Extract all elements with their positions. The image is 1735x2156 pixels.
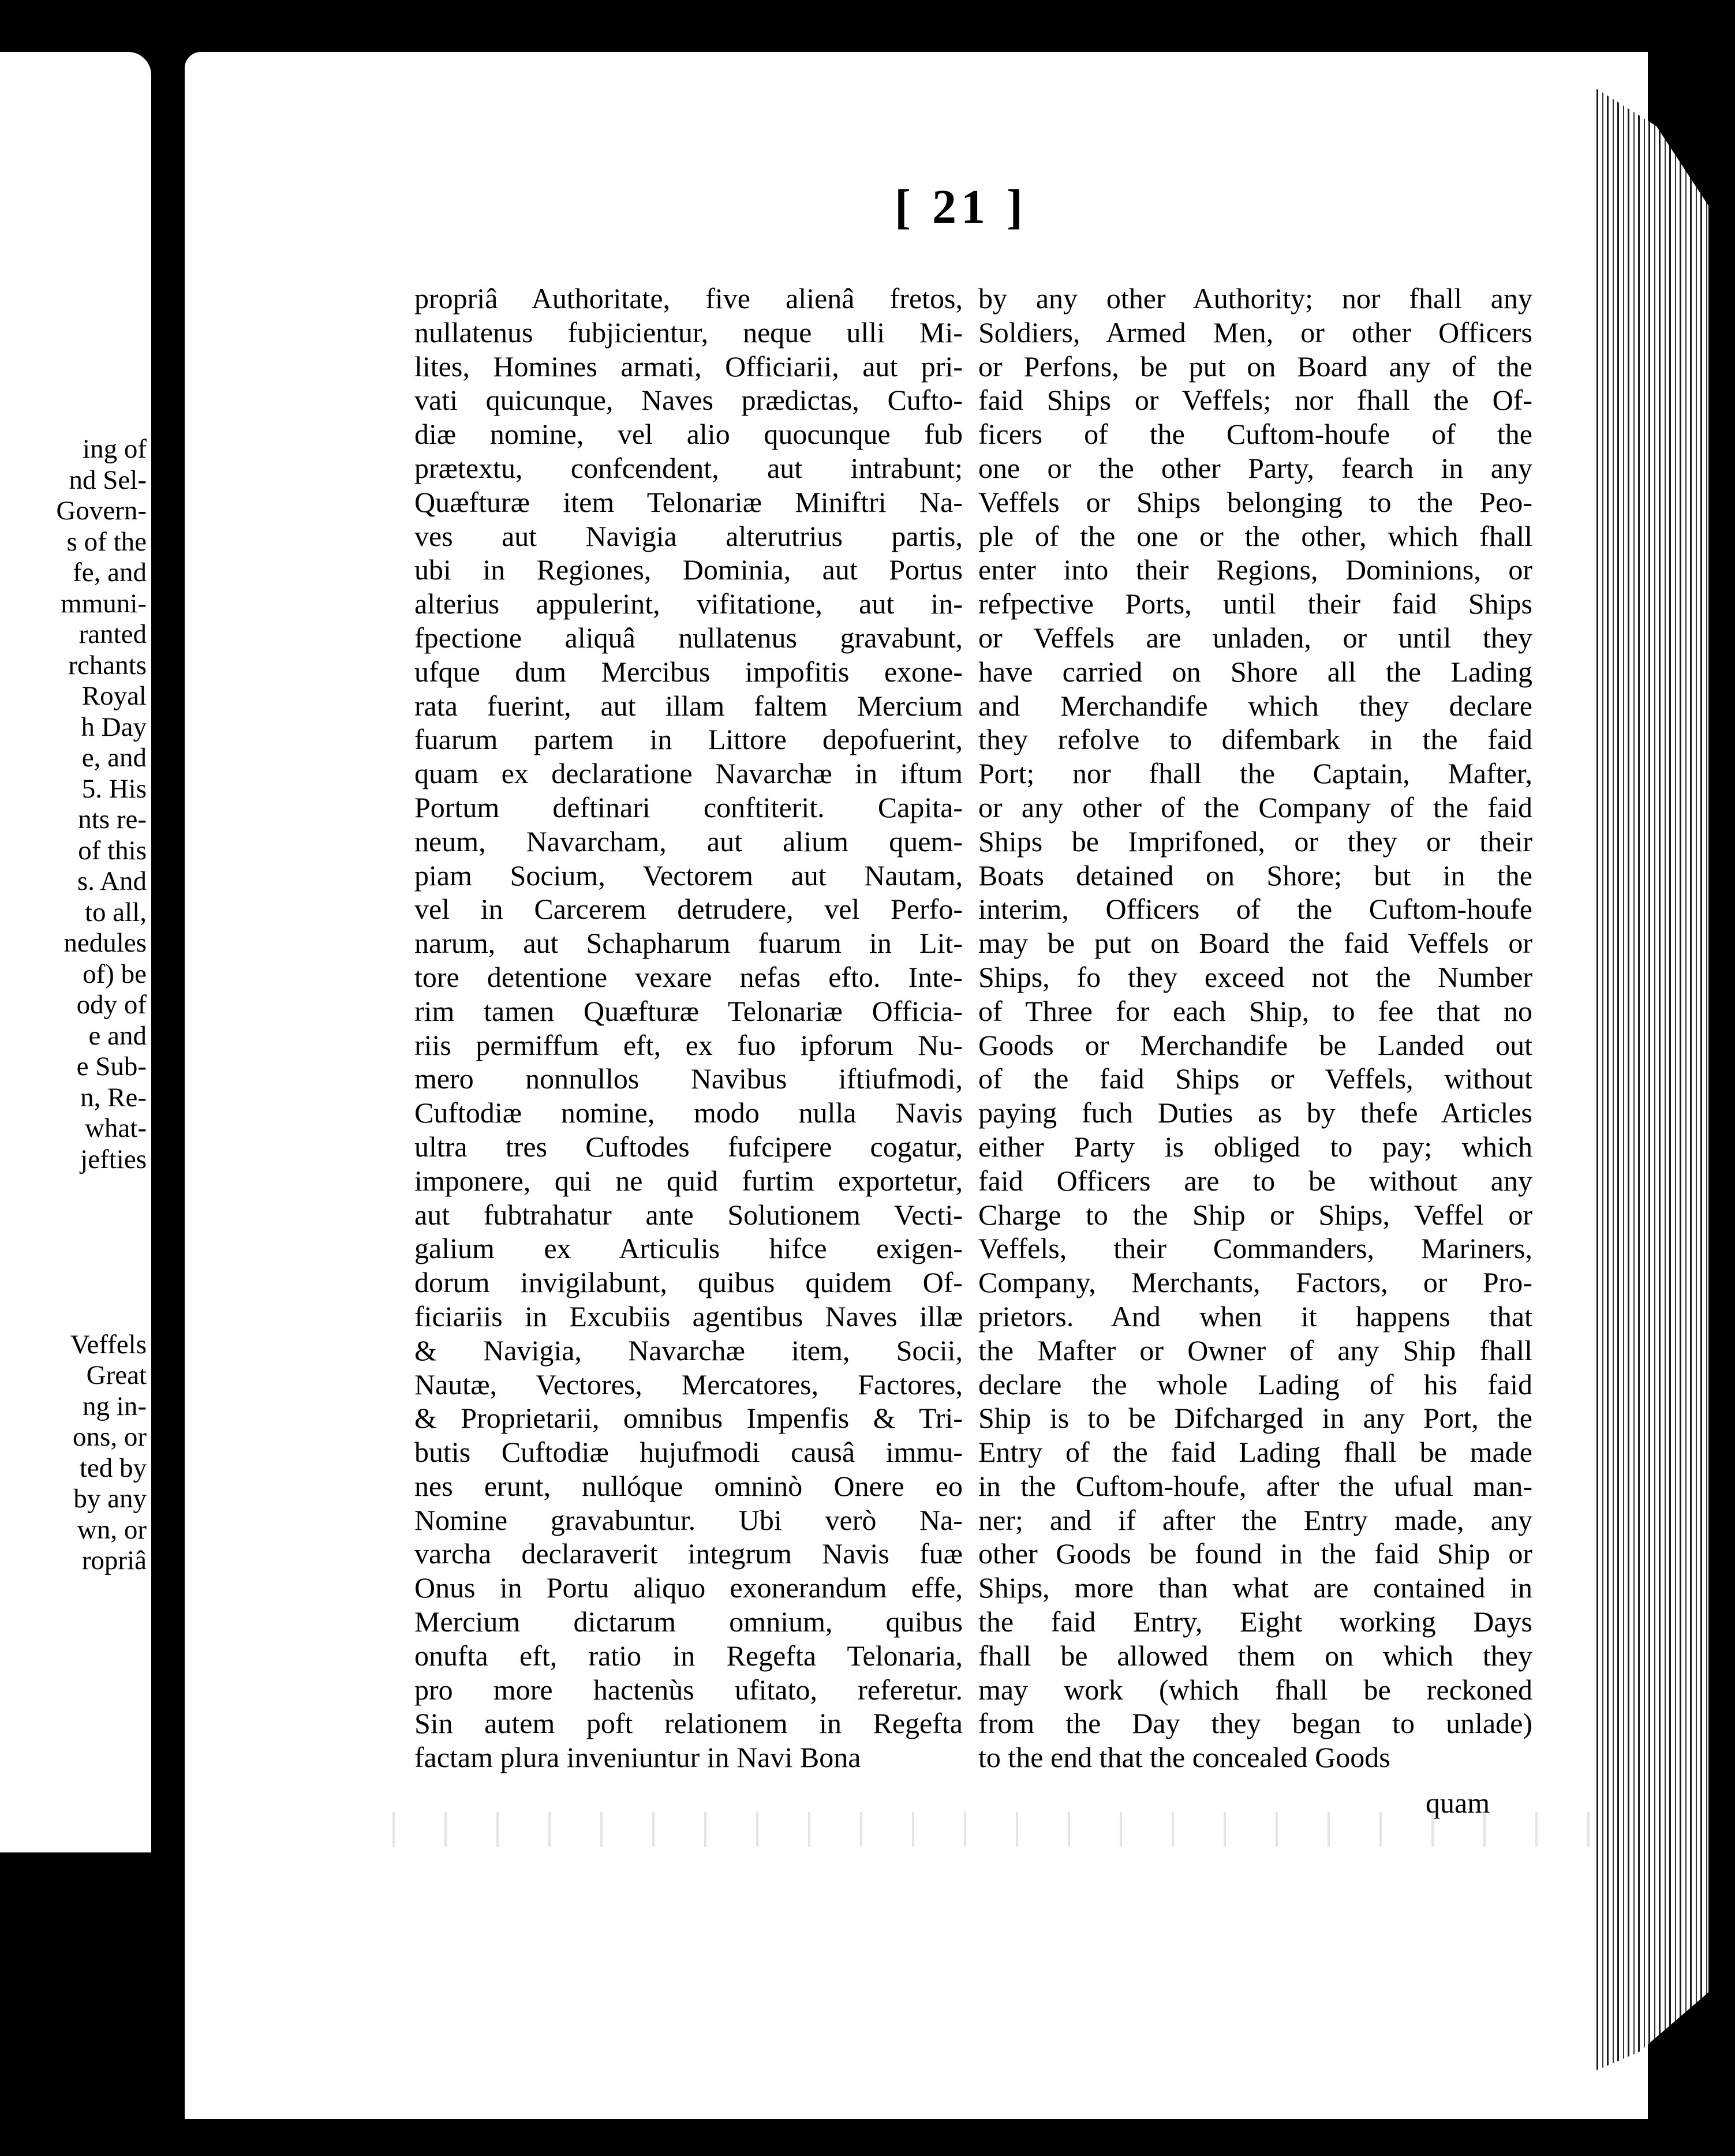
fragment-line: Great [86,1360,147,1390]
page-number: [ 21 ] [895,180,1027,234]
text-line: Veffels or Ships belonging to the Peo- [978,485,1532,518]
text-line: Entry of the faid Lading fhall be made [978,1436,1532,1469]
fragment-line: Veffels [70,1329,147,1360]
text-line: Ships, fo they exceed not the Number [978,960,1532,993]
fragment-line: ng in- [83,1391,147,1421]
fragment-line: n, Re- [80,1082,147,1113]
text-line: refpective Ports, until their faid Ships [978,587,1532,620]
text-line: declare the whole Lading of his faid [978,1368,1532,1401]
text-line: or Perfons, be put on Board any of the [978,350,1532,383]
english-column [978,282,1532,1775]
text-line: Ship is to be Difcharged in any Port, the [978,1402,1532,1435]
fragment-line: nd Sel- [69,465,147,495]
fragment-line: ons, or [73,1422,147,1452]
fragment-line: fe, and [73,557,147,587]
text-line: fhall be allowed them on which they [978,1639,1532,1672]
text-line: Nomine gravabuntur. Ubi verò Na- [414,1503,963,1536]
text-line: they refolve to difembark in the faid [978,723,1532,756]
text-line: Nautæ, Vectores, Mercatores, Factores, [414,1368,963,1401]
text-line: or any other of the Company of the faid [978,791,1532,824]
fragment-line: ranted [78,619,147,649]
fragment-line: ing of [83,434,147,464]
text-line: Boats detained on Shore; but in the [978,859,1532,892]
text-line: Onus in Portu aliquo exonerandum effe, [414,1571,963,1604]
text-line: Port; nor fhall the Captain, Mafter, [978,757,1532,790]
text-line: piam Socium, Vectorem aut Nautam, [414,859,963,892]
fragment-line: e and [88,1020,147,1051]
text-line: ultra tres Cuftodes fufcipere cogatur, [414,1130,963,1163]
fragment-line: 5. His [81,773,147,804]
fragment-line: nedules [63,928,147,958]
text-line: faid Ships or Veffels; nor fhall the Of- [978,384,1532,417]
text-line: nes erunt, nullóque omninò Onere eo [414,1469,963,1502]
text-line: Portum deftinari conftiterit. Capita- [414,791,963,824]
text-line: by any other Authority; nor fhall any [978,282,1532,315]
text-line: Goods or Merchandife be Landed out [978,1028,1532,1061]
text-line: & Proprietarii, omnibus Impenfis & Tri- [414,1402,963,1435]
text-line: imponere, qui ne quid furtim exportetur, [414,1164,963,1197]
text-line: faid Officers are to be without any [978,1164,1532,1197]
text-line: ufque dum Mercibus impofitis exone- [414,655,963,688]
text-line: propriâ Authoritate, five alienâ fretos, [414,282,963,315]
text-line: may work (which fhall be reckoned [978,1673,1532,1706]
text-line: Company, Merchants, Factors, or Pro- [978,1266,1532,1299]
text-line: vel in Carcerem detrudere, vel Perfo- [414,893,963,926]
text-line: interim, Officers of the Cuftom-houfe [978,893,1532,926]
text-line: Ships, more than what are contained in [978,1571,1532,1604]
facing-page-fragment [0,52,151,1852]
fragment-line: ropriâ [81,1545,147,1575]
text-line: narum, aut Schapharum fuarum in Lit- [414,927,963,960]
text-line: fuarum partem in Littore depofuerint, [414,723,963,756]
text-line: & Navigia, Navarchæ item, Socii, [414,1334,963,1367]
text-line: Ships be Imprifoned, or they or their [978,825,1532,858]
text-line: ple of the one or the other, which fhall [978,519,1532,552]
text-line: prætextu, confcendent, aut intrabunt; [414,451,963,484]
fragment-line: Govern- [56,496,147,526]
text-line: nullatenus fubjicientur, neque ulli Mi- [414,316,963,349]
fragment-line: h Day [81,712,147,742]
text-line: or Veffels are unladen, or until they [978,621,1532,654]
text-line: factam plura inveniuntur in Navi Bona [414,1741,861,1774]
text-line: alterius appulerint, vifitatione, aut in- [414,587,963,620]
fragment-line: s. And [77,866,147,896]
text-line: aut fubtrahatur ante Solutionem Vecti- [414,1198,963,1231]
fragment-line: wn, or [77,1514,147,1545]
fragment-line: mmuni- [61,588,147,619]
fragment-line: to all, [84,897,147,927]
page-bottom-texture [369,1812,1735,1847]
text-line: Cuftodiæ nomine, modo nulla Navis [414,1096,963,1129]
fragment-line: ted by [79,1453,147,1483]
text-line: Sin autem poft relationem in Regefta [414,1707,963,1740]
page-stack-edge [1593,87,1708,2072]
text-line: ubi in Regiones, Dominia, aut Portus [414,553,963,586]
text-line: ficers of the Cuftom-houfe of the [978,418,1532,451]
text-line: of Three for each Ship, to fee that no [978,994,1532,1027]
text-line: riis permiffum eft, ex fuo ipforum Nu- [414,1028,963,1061]
fragment-line: of) be [83,959,147,989]
text-line: tore detentione vexare nefas efto. Inte- [414,960,963,993]
fragment-line: e, and [81,743,147,773]
fragment-line: nts re- [78,804,147,834]
latin-column [414,282,963,1775]
text-line: and Merchandife which they declare [978,689,1532,722]
text-line: one or the other Party, fearch in any [978,451,1532,484]
text-line: may be put on Board the faid Veffels or [978,927,1532,960]
text-line: dorum invigilabunt, quibus quidem Of- [414,1266,963,1299]
text-line: Quæfturæ item Telonariæ Miniftri Na- [414,485,963,518]
text-line: Mercium dictarum omnium, quibus [414,1605,963,1638]
text-line: Charge to the Ship or Ships, Veffel or [978,1198,1532,1231]
text-line: prietors. And when it happens that [978,1300,1532,1332]
text-line: ner; and if after the Entry made, any [978,1503,1532,1536]
text-line: from the Day they began to unlade) [978,1707,1532,1740]
fragment-line: e Sub- [76,1051,147,1081]
fragment-line: jefties [80,1144,147,1174]
text-line: the Mafter or Owner of any Ship fhall [978,1334,1532,1367]
text-line: in the Cuftom-houfe, after the ufual man- [978,1469,1532,1502]
text-line: of the faid Ships or Veffels, without [978,1062,1532,1095]
text-line: mero nonnullos Navibus iftiufmodi, [414,1062,963,1095]
text-line: galium ex Articulis hifce exigen- [414,1232,963,1265]
fragment-line: s of the [66,526,147,557]
text-line: Veffels, their Commanders, Mariners, [978,1232,1532,1265]
text-line: to the end that the concealed Goods [978,1741,1390,1774]
fragment-line: rchants [68,650,147,680]
text-line: the faid Entry, Eight working Days [978,1605,1532,1638]
fragment-line: of this [78,835,147,866]
text-line: either Party is obliged to pay; which [978,1130,1532,1163]
catchword: quam [1426,1787,1490,1819]
text-line: quam ex declaratione Navarchæ in iftum [414,757,963,790]
text-line: diæ nomine, vel alio quocunque fub [414,418,963,451]
fragment-line: by any [73,1484,147,1514]
text-line: varcha declaraverit integrum Navis fuæ [414,1537,963,1570]
text-line: have carried on Shore all the Lading [978,655,1532,688]
text-line: rim tamen Quæfturæ Telonariæ Officia- [414,994,963,1027]
text-line: other Goods be found in the faid Ship or [978,1537,1532,1570]
fragment-line: ody of [76,990,147,1020]
fragment-line: Royal [81,681,147,711]
text-line: fpectione aliquâ nullatenus gravabunt, [414,621,963,654]
text-line: ficiariis in Excubiis agentibus Naves illæ [414,1300,963,1332]
text-line: enter into their Regions, Dominions, or [978,553,1532,586]
text-line: ves aut Navigia alterutrius partis, [414,519,963,552]
text-line: lites, Homines armati, Officiarii, aut pri- [414,350,963,383]
text-line: paying fuch Duties as by thefe Articles [978,1096,1532,1129]
text-line: butis Cuftodiæ hujufmodi causâ immu- [414,1436,963,1469]
page [185,52,1648,2119]
text-line: rata fuerint, aut illam faltem Mercium [414,689,963,722]
text-line: Soldiers, Armed Men, or other Officers [978,316,1532,349]
text-line: vati quicunque, Naves prædictas, Cufto- [414,384,963,417]
fragment-line: what- [84,1113,147,1143]
text-line: onufta eft, ratio in Regefta Telonaria, [414,1639,963,1672]
text-line: pro more hactenùs ufitato, referetur. [414,1673,963,1706]
text-line: neum, Navarcham, aut alium quem- [414,825,963,858]
